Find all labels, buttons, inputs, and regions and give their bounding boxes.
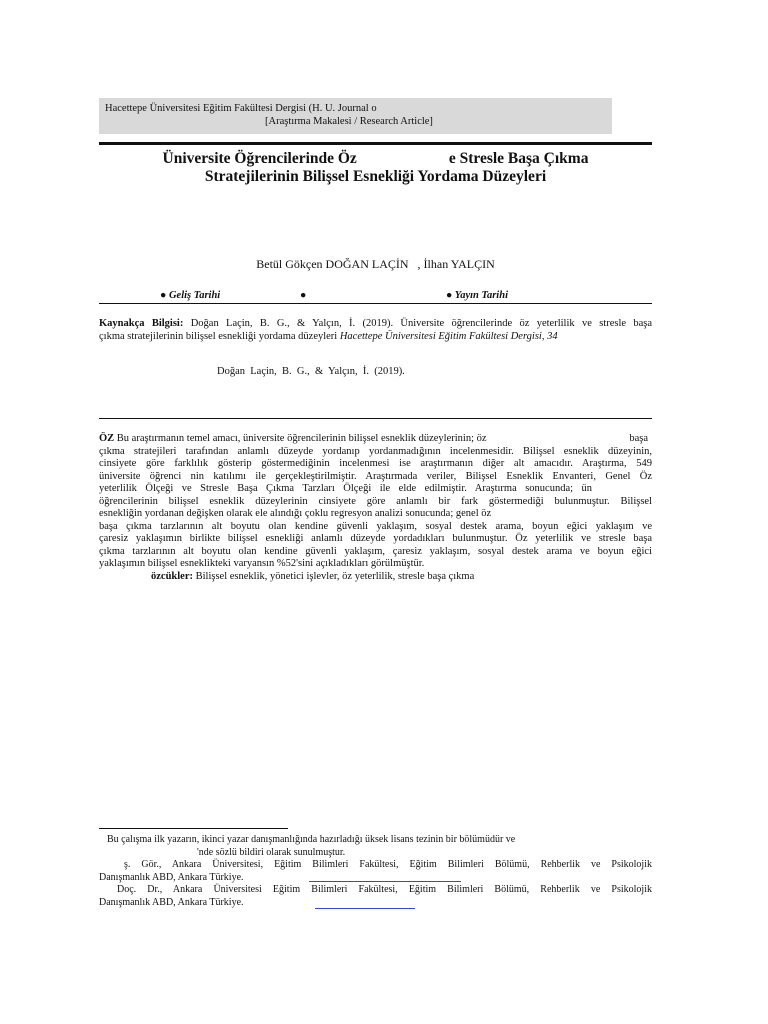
received-date: ● Geliş Tarihi xyxy=(160,290,221,301)
footnote-1-line1: Bu çalışma ilk yazarın, ikinci yazar danışmanlığında hazırladığı üksek lisans tezinin bir bölümüdür ve xyxy=(107,834,516,845)
abstract-line: yeterlilik Ölçeği ve Stresle Başa Çıkma Tarzları Ölçeği ile elde edilmiştir. Araştırma sonucunda; ün xyxy=(99,483,592,494)
article-type: [Araştırma Makalesi / Research Article] xyxy=(265,116,433,127)
published-date: ● Yayın Tarihi xyxy=(446,290,508,301)
title-part-right: e Stresle Başa Çıkma xyxy=(448,150,589,167)
citation-block xyxy=(99,318,652,343)
footnote-3-line1: Doç. Dr., Ankara Üniversitesi Eğitim Bilimleri Fakültesi, Eğitim Bilimleri Bölümü, Rehberlik ve Psikolojik xyxy=(117,884,652,895)
keywords-label: özcükler: xyxy=(151,570,193,582)
footnote-rule xyxy=(99,828,288,829)
title-rule xyxy=(99,142,652,145)
abstract-label: ÖZ xyxy=(99,433,115,444)
article-title-line2: Stratejilerinin Bilişsel Esnekliği Yordama Düzeyleri xyxy=(204,168,547,185)
citation-text: Doğan Laçin, B. G., & Yalçın, İ. (2019). Üniversite öğrencilerinde öz yeterlilik ve stresle başa xyxy=(190,318,653,329)
abstract-line: yaklaşımın bilişsel esneklikteki varyansın %52'sini açıkladıkları görülmüştür. xyxy=(99,558,425,569)
accepted-date: ● xyxy=(300,290,307,301)
citation-line1 xyxy=(99,318,652,331)
citation-journal: Hacettepe Üniversitesi Eğitim Fakültesi Dergisi, 34 xyxy=(339,330,558,342)
abstract-line: esnekliğin yordanan değişken olarak ele alındığı çoklu regresyon analizi sonucunda; genel öz xyxy=(99,508,492,519)
footnote-3-line2: Danışmanlık ABD, Ankara Türkiye. xyxy=(99,896,244,908)
journal-header-box xyxy=(99,98,612,134)
keywords-text: Bilişsel esneklik, yönetici işlevler, öz yeterlilik, stresle başa çıkma xyxy=(195,570,475,582)
abstract-line: başa çıkma tarzlarının alt boyutu olan kendine güvenli yaklaşım, sosyal destek arama, boyun eğici yaklaşım ve xyxy=(99,520,652,532)
footnote-1 xyxy=(99,834,652,859)
abstract-line: cinsiyete göre farklılık gösterip göstermediğinin incelenmesi ise araştırmanın diğer alt amacıdır. Araştırma, 549 xyxy=(99,458,652,469)
footnote-2-line2: Danışmanlık ABD, Ankara Türkiye. xyxy=(99,871,244,883)
citation-line2 xyxy=(99,331,652,344)
link-underline[interactable] xyxy=(309,881,461,882)
article-title-line1 xyxy=(99,150,652,168)
abstract-line: çıkma stratejileri tarafından anlamlı düzeyde yordanıp yordanmadığının incelenmesidir. Bilişsel esneklik düzeyinin, xyxy=(99,445,652,457)
abstract-line: çaresiz yaklaşımın birlikte bilişsel esnekliği anlamlı düzeyde yordadıkları bulunmuştur. Öz yeterlilik ve stresle başa xyxy=(99,533,652,544)
abstract-line: üniversite öğrenci nin katılımı ile gerçekleştirilmiştir. Araştırmada veriler, Bilişsel Esneklik Envanteri, Genel Öz xyxy=(99,470,652,482)
journal-name: Hacettepe Üniversitesi Eğitim Fakültesi Dergisi (H. U. Journal o xyxy=(105,103,377,114)
dates-rule xyxy=(99,303,652,304)
author-list: Betül Gökçen DOĞAN LAÇİN , İlhan YALÇIN xyxy=(256,257,495,271)
footnote-3 xyxy=(99,884,652,909)
citation-short: Doğan Laçin, B. G., & Yalçın, İ. (2019). xyxy=(217,366,405,377)
keywords-line xyxy=(99,571,652,584)
footnote-1-line2: 'nde sözlü bildiri olarak sunulmuştur. xyxy=(197,846,346,858)
citation-label: Kaynakça Bilgisi: xyxy=(99,318,184,329)
citation-title: çıkma stratejilerinin bilişsel esnekliği yordama düzeyleri xyxy=(99,330,338,342)
abstract-line xyxy=(99,433,652,446)
abstract-line: çıkma tarzlarının alt boyutu olan kendine güvenli yaklaşım, çaresiz yaklaşım, sosyal destek arama ve boyun eğici xyxy=(99,545,652,557)
title-part-left: Üniversite Öğrencilerinde Öz xyxy=(162,150,357,167)
abstract-rule xyxy=(99,418,652,419)
footnote-2-line1: ş. Gör., Ankara Üniversitesi, Eğitim Bilimleri Fakültesi, Eğitim Bilimleri Bölümü, Rehberlik ve Psikolojik xyxy=(124,859,652,870)
abstract-text: başa xyxy=(629,433,648,444)
link-underline[interactable] xyxy=(315,908,415,909)
abstract-block xyxy=(99,433,652,583)
abstract-line: öğrencilerinin bilişsel esneklik düzeylerinin cinsiyete göre anlamlı bir fark göstermediği bulunmuştur. Bilişsel xyxy=(99,495,652,507)
abstract-text: Bu araştırmanın temel amacı, üniversite öğrencilerinin bilişsel esneklik düzeylerinin; öz xyxy=(116,433,487,444)
